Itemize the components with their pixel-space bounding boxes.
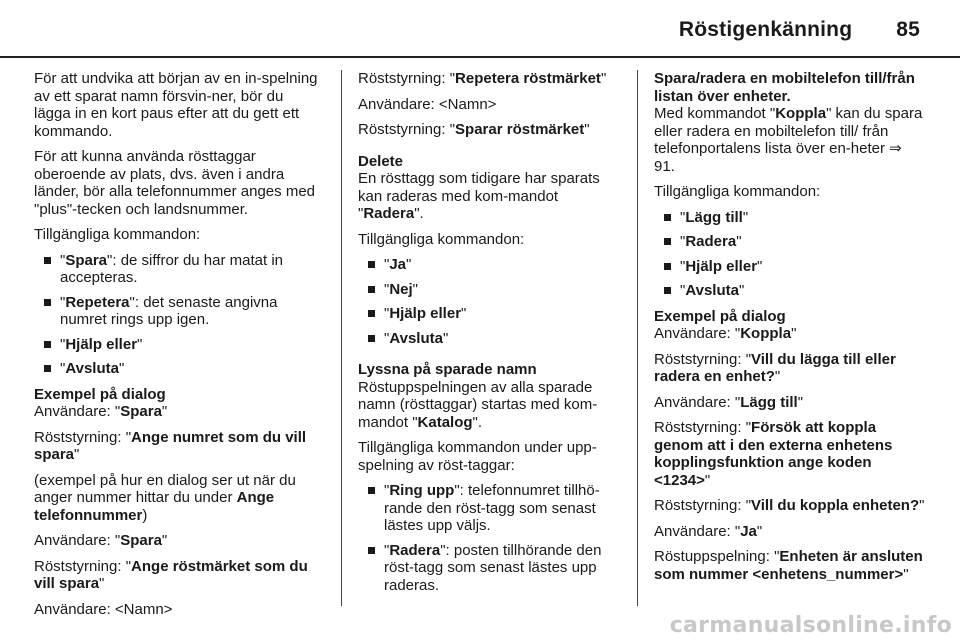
paragraph-pause: För att undvika att början av en in-spelning av ett sparat namn försvin-ner, bör du lägga in en kort paus efter att du gett ett kommando. [34, 70, 318, 140]
example-heading: Exempel på dialog [654, 307, 786, 325]
dialog-line: Röststyrning: "Ange röstmärket som du vill spara" [34, 557, 308, 592]
list-item: "Hjälp eller" [654, 258, 926, 276]
list-item: "Hjälp eller" [358, 305, 622, 323]
list-item: "Lägg till" [654, 209, 926, 227]
dialog-line: Röstuppspelning: "Enheten är ansluten som nummer <enhetens_nummer>" [654, 548, 923, 583]
commands-label: Tillgängliga kommandon under upp-spelning av röst-taggar: [358, 439, 597, 474]
commands-label: Tillgängliga kommandon: [34, 226, 201, 243]
dialog-line: Röststyrning: "Repetera röstmärket" [358, 70, 607, 87]
dialog-line: Användare: "Ja" [654, 522, 763, 540]
column-divider-2 [637, 70, 638, 606]
dialog-line: Användare: "Spara" [34, 403, 168, 420]
list-item: "Avsluta" [34, 360, 324, 378]
command-list [358, 482, 622, 594]
paragraph-plus: För att kunna använda rösttaggar oberoende av plats, dvs. även i andra länder, bör alla telefonnummer anges med "plus"-tecken och landsnummer. [34, 148, 316, 218]
listen-text: Röstuppspelningen av alla sparade namn (rösttaggar) startas med kom-mandot "Katalog". [358, 378, 598, 431]
list-item: "Ja" [358, 256, 622, 274]
list-item: "Hjälp eller" [34, 336, 324, 354]
commands-label: Tillgängliga kommandon: [358, 230, 525, 248]
dialog-line: Användare: "Spara" [34, 532, 168, 549]
example-heading: Exempel på dialog [34, 385, 166, 403]
list-item: "Avsluta" [654, 282, 926, 300]
dialog-line: Användare: <Namn> [358, 95, 497, 113]
dialog-line: Röststyrning: "Sparar röstmärket" [358, 121, 590, 138]
list-item: "Repetera": det senaste angivna numret rings upp igen. [34, 294, 324, 329]
page-number: 85 [896, 18, 920, 41]
dialog-line: Röststyrning: "Försök att koppla genom att i den externa enhetens kopplingsfunktion ange koden <1234>" [654, 419, 893, 489]
commands-label: Tillgängliga kommandon: [654, 183, 821, 200]
list-item: "Radera": posten tillhörande den röst-tagg som senast lästes upp raderas. [358, 542, 622, 595]
column-3 [654, 70, 926, 583]
delete-text: En rösttagg som tidigare har sparats kan raderas med kom-mandot "Radera". [358, 170, 600, 222]
list-item: "Nej" [358, 281, 622, 299]
command-list [34, 252, 324, 378]
dialog-line: Användare: <Namn> [34, 600, 173, 618]
dialog-note: (exempel på hur en dialog ser ut när du anger nummer hittar du under Ange telefonnummer) [34, 471, 296, 524]
command-list [358, 256, 622, 347]
page-ref-icon: ⇒ [889, 140, 902, 157]
command-list [654, 209, 926, 300]
page-header [679, 18, 920, 42]
list-item: "Ring upp": telefonnumret tillhö-rande den röst-tagg som senast lästes upp väljs. [358, 482, 622, 535]
watermark: carmanualsonline.info [669, 613, 952, 638]
column-divider-1 [341, 70, 342, 606]
column-2 [358, 70, 622, 602]
dialog-line: Röststyrning: "Vill du koppla enheten?" [654, 497, 925, 514]
list-item: "Avsluta" [358, 330, 622, 348]
dialog-line: Röststyrning: "Ange numret som du vill spara" [34, 428, 307, 463]
dialog-line: Röststyrning: "Vill du lägga till eller radera en enhet?" [654, 350, 896, 385]
delete-heading: Delete [358, 152, 404, 170]
column-1 [34, 70, 324, 626]
list-item: "Spara": de siffror du har matat in accepteras. [34, 252, 324, 287]
dialog-line: Användare: "Lägg till" [654, 393, 804, 411]
intro-text: Med kommandot "Koppla" kan du spara eller radera en mobiltelefon till/ från telefonportalens lista över en-heter ⇒ 91. [654, 105, 923, 175]
page-title: Röstigenkänning [678, 18, 853, 41]
section-heading: Spara/radera en mobiltelefon till/från listan över enheter. [654, 70, 915, 105]
header-rule [0, 56, 960, 58]
list-item: "Radera" [654, 233, 926, 251]
listen-heading: Lyssna på sparade namn [358, 361, 537, 378]
dialog-line: Användare: "Koppla" [654, 325, 797, 342]
